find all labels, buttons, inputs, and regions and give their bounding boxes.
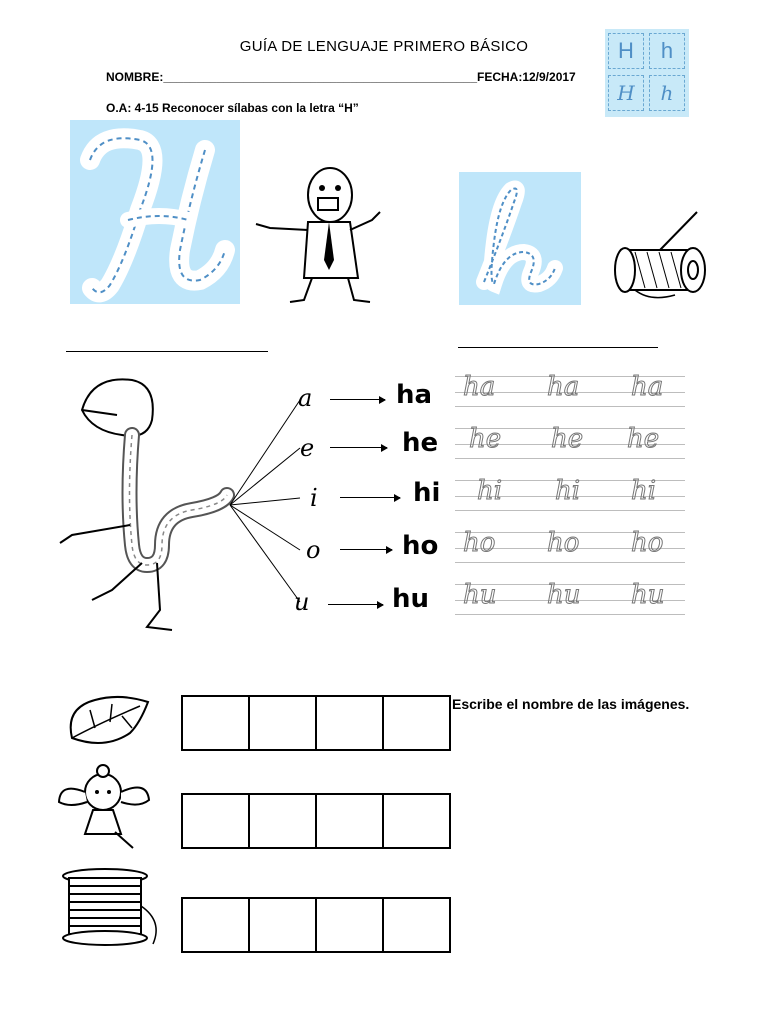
spool-image bbox=[55, 866, 170, 956]
arrow-i bbox=[340, 497, 400, 498]
thread-spool-image bbox=[605, 210, 720, 305]
connector-lines bbox=[225, 380, 305, 610]
fairy-image bbox=[55, 762, 155, 852]
trace-word: hi bbox=[631, 476, 657, 506]
syllable-ho: ho bbox=[402, 531, 439, 561]
name-date-line bbox=[106, 70, 576, 84]
letter-box[interactable] bbox=[382, 897, 451, 953]
trace-word: hu bbox=[547, 580, 581, 610]
syllable-hu: hu bbox=[392, 584, 430, 614]
trace-word: he bbox=[627, 424, 660, 454]
trace-word: ho bbox=[547, 528, 580, 558]
trace-row-ha[interactable] bbox=[455, 366, 685, 410]
letter-box[interactable] bbox=[315, 897, 384, 953]
trace-row-hu[interactable] bbox=[455, 574, 685, 618]
trace-word: ho bbox=[463, 528, 496, 558]
syllable-hi: hi bbox=[413, 478, 441, 508]
letter-box[interactable] bbox=[181, 695, 250, 751]
small-cursive-h-card bbox=[459, 172, 581, 305]
trace-word: hu bbox=[631, 580, 665, 610]
letter-box[interactable] bbox=[181, 793, 250, 849]
answer-boxes-1 bbox=[183, 695, 451, 751]
arrow-u bbox=[328, 604, 383, 605]
letter-box[interactable] bbox=[248, 897, 317, 953]
vowel-u: u bbox=[294, 588, 310, 616]
trace-word: ha bbox=[631, 372, 664, 402]
trace-word: ho bbox=[631, 528, 664, 558]
leaf-icon bbox=[60, 688, 155, 750]
cursive-h-lowercase-icon bbox=[459, 172, 581, 305]
page-title: GUÍA DE LENGUAJE PRIMERO BÁSICO bbox=[239, 38, 529, 55]
trace-row-he[interactable] bbox=[455, 418, 685, 462]
letter-box[interactable] bbox=[181, 897, 250, 953]
fairy-icon bbox=[55, 762, 155, 852]
trace-word: he bbox=[551, 424, 584, 454]
arrow-o bbox=[340, 549, 392, 550]
tracing-area bbox=[455, 356, 685, 628]
leaf-image bbox=[60, 688, 155, 750]
answer-boxes-3 bbox=[183, 897, 451, 953]
trace-word: ha bbox=[547, 372, 580, 402]
arrow-a bbox=[330, 399, 385, 400]
write-line-right[interactable] bbox=[458, 347, 658, 348]
cursive-h-uppercase-icon bbox=[70, 120, 240, 304]
trace-word: he bbox=[469, 424, 502, 454]
shouting-man-image bbox=[250, 160, 390, 310]
trace-word: hi bbox=[555, 476, 581, 506]
write-line-left[interactable] bbox=[66, 351, 268, 352]
vowel-i: i bbox=[310, 484, 318, 512]
vowel-e: e bbox=[300, 434, 315, 462]
letter-box[interactable] bbox=[248, 793, 317, 849]
letter-box[interactable] bbox=[382, 695, 451, 751]
syllable-he: he bbox=[402, 428, 439, 458]
card-upper-cursive: H bbox=[608, 75, 644, 111]
vowel-a: a bbox=[298, 384, 313, 412]
trace-word: ha bbox=[463, 372, 496, 402]
card-upper-print: H bbox=[608, 33, 644, 69]
big-cursive-h-card bbox=[70, 120, 240, 304]
vowel-o: o bbox=[306, 536, 321, 564]
exercise-instruction: Escribe el nombre de las imágenes. bbox=[452, 696, 690, 712]
learning-objective: O.A: 4-15 Reconocer sílabas con la letra “H” bbox=[106, 101, 359, 115]
card-lower-print: h bbox=[649, 33, 685, 69]
fecha-label: FECHA:12/9/2017 bbox=[477, 70, 576, 84]
letter-box[interactable] bbox=[315, 695, 384, 751]
card-lower-cursive: h bbox=[649, 75, 685, 111]
letter-h-character-image bbox=[52, 365, 242, 645]
nombre-label: NOMBRE: bbox=[106, 70, 164, 84]
letter-box[interactable] bbox=[382, 793, 451, 849]
nombre-blank: _______________________________________________ bbox=[163, 70, 477, 84]
trace-row-ho[interactable] bbox=[455, 522, 685, 566]
letter-box[interactable] bbox=[315, 793, 384, 849]
trace-word: hi bbox=[477, 476, 503, 506]
letter-card bbox=[605, 29, 689, 117]
trace-row-hi[interactable] bbox=[455, 470, 685, 514]
letter-box[interactable] bbox=[248, 695, 317, 751]
arrow-e bbox=[330, 447, 387, 448]
spool-icon bbox=[55, 866, 170, 956]
answer-boxes-2 bbox=[183, 793, 451, 849]
syllable-ha: ha bbox=[396, 380, 433, 410]
trace-word: hu bbox=[463, 580, 497, 610]
